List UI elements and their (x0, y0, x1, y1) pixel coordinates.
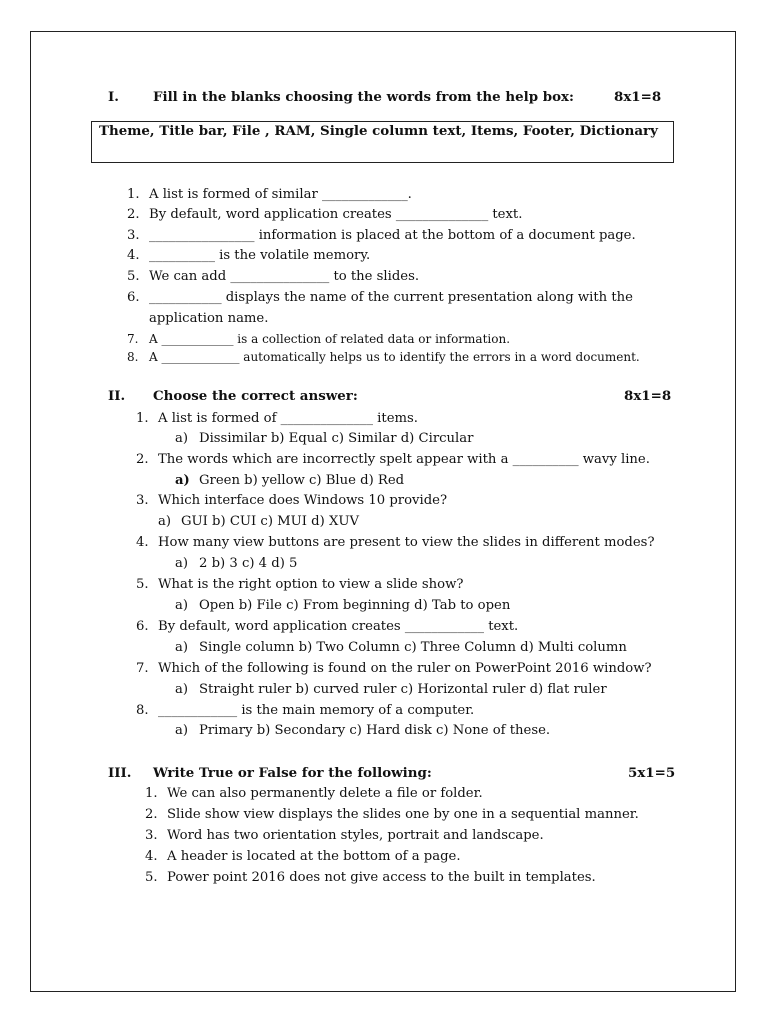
statement-number: 4. (145, 849, 158, 864)
statement-text: We can also permanently delete a file or folder. (167, 786, 483, 801)
statement-text: Power point 2016 does not give access to the built in templates. (167, 870, 596, 885)
list-item-continuation: application name. (149, 311, 269, 326)
list-item-number: 4. (127, 248, 140, 263)
list-item: __________ is the volatile memory. (149, 248, 371, 263)
option-label: a) (158, 514, 172, 529)
statement-text: Word has two orientation styles, portrait and landscape. (167, 828, 544, 843)
section2-title: Choose the correct answer: (153, 388, 358, 404)
question-number: 2. (136, 452, 149, 467)
page-border (30, 31, 736, 992)
list-item-number: 3. (127, 228, 140, 243)
question-number: 1. (136, 411, 149, 426)
statement-number: 5. (145, 870, 158, 885)
list-item: ___________ displays the name of the current presentation along with the (149, 290, 633, 305)
option-label: a) (175, 723, 189, 738)
list-item: A list is formed of similar _____________. (149, 187, 412, 202)
question-text: By default, word application creates ____________ text. (158, 619, 519, 634)
question-text: What is the right option to view a slide show? (158, 577, 464, 592)
question-text: Which of the following is found on the ruler on PowerPoint 2016 window? (158, 661, 652, 676)
list-item-number: 8. (127, 350, 139, 364)
question-number: 5. (136, 577, 149, 592)
question-number: 3. (136, 493, 149, 508)
question-options: Primary b) Secondary c) Hard disk c) None of these. (199, 723, 551, 738)
list-item: A ____________ is a collection of related data or information. (149, 332, 511, 346)
list-item-number: 5. (127, 269, 140, 284)
option-label: a) (175, 556, 189, 571)
section1-roman: I. (108, 89, 119, 105)
question-options: Dissimilar b) Equal c) Similar d) Circular (199, 431, 474, 446)
option-label: a) (175, 682, 189, 697)
statement-number: 3. (145, 828, 158, 843)
question-options: Single column b) Two Column c) Three Column d) Multi column (199, 640, 627, 655)
question-text: How many view buttons are present to view the slides in different modes? (158, 535, 655, 550)
question-options: Green b) yellow c) Blue d) Red (199, 473, 405, 488)
option-label: a) (175, 640, 189, 655)
list-item-number: 6. (127, 290, 140, 305)
section2-marks: 8x1=8 (624, 388, 672, 404)
question-text: The words which are incorrectly spelt appear with a __________ wavy line. (158, 452, 650, 467)
list-item: A _____________ automatically helps us to identify the errors in a word document. (149, 350, 640, 364)
help-box-words: Theme, Title bar, File , RAM, Single column text, Items, Footer, Dictionary (99, 123, 658, 139)
statement-text: Slide show view displays the slides one by one in a sequential manner. (167, 807, 639, 822)
list-item-number: 7. (127, 332, 139, 346)
section1-title: Fill in the blanks choosing the words from the help box: (153, 89, 574, 105)
help-box (91, 121, 674, 163)
option-label: a) (175, 431, 189, 446)
option-label: a) (175, 473, 190, 488)
list-item: We can add _______________ to the slides. (149, 269, 420, 284)
question-text: Which interface does Windows 10 provide? (158, 493, 448, 508)
list-item-number: 2. (127, 207, 140, 222)
question-number: 6. (136, 619, 149, 634)
list-item-number: 1. (127, 187, 140, 202)
question-text: A list is formed of ______________ items. (158, 411, 418, 426)
section3-marks: 5x1=5 (628, 765, 676, 781)
statement-number: 2. (145, 807, 158, 822)
section2-roman: II. (108, 388, 126, 404)
statement-text: A header is located at the bottom of a page. (167, 849, 461, 864)
question-options: GUI b) CUI c) MUI d) XUV (181, 514, 359, 529)
statement-number: 1. (145, 786, 158, 801)
question-options: 2 b) 3 c) 4 d) 5 (199, 556, 298, 571)
question-text: ____________ is the main memory of a computer. (158, 703, 475, 718)
question-number: 7. (136, 661, 149, 676)
question-number: 4. (136, 535, 149, 550)
question-number: 8. (136, 703, 149, 718)
question-options: Open b) File c) From beginning d) Tab to open (199, 598, 511, 613)
question-options: Straight ruler b) curved ruler c) Horizontal ruler d) flat ruler (199, 682, 607, 697)
option-label: a) (175, 598, 189, 613)
section1-marks: 8x1=8 (614, 89, 662, 105)
list-item: ________________ information is placed at the bottom of a document page. (149, 228, 636, 243)
section3-roman: III. (108, 765, 132, 781)
section3-title: Write True or False for the following: (153, 765, 432, 781)
list-item: By default, word application creates ______________ text. (149, 207, 523, 222)
